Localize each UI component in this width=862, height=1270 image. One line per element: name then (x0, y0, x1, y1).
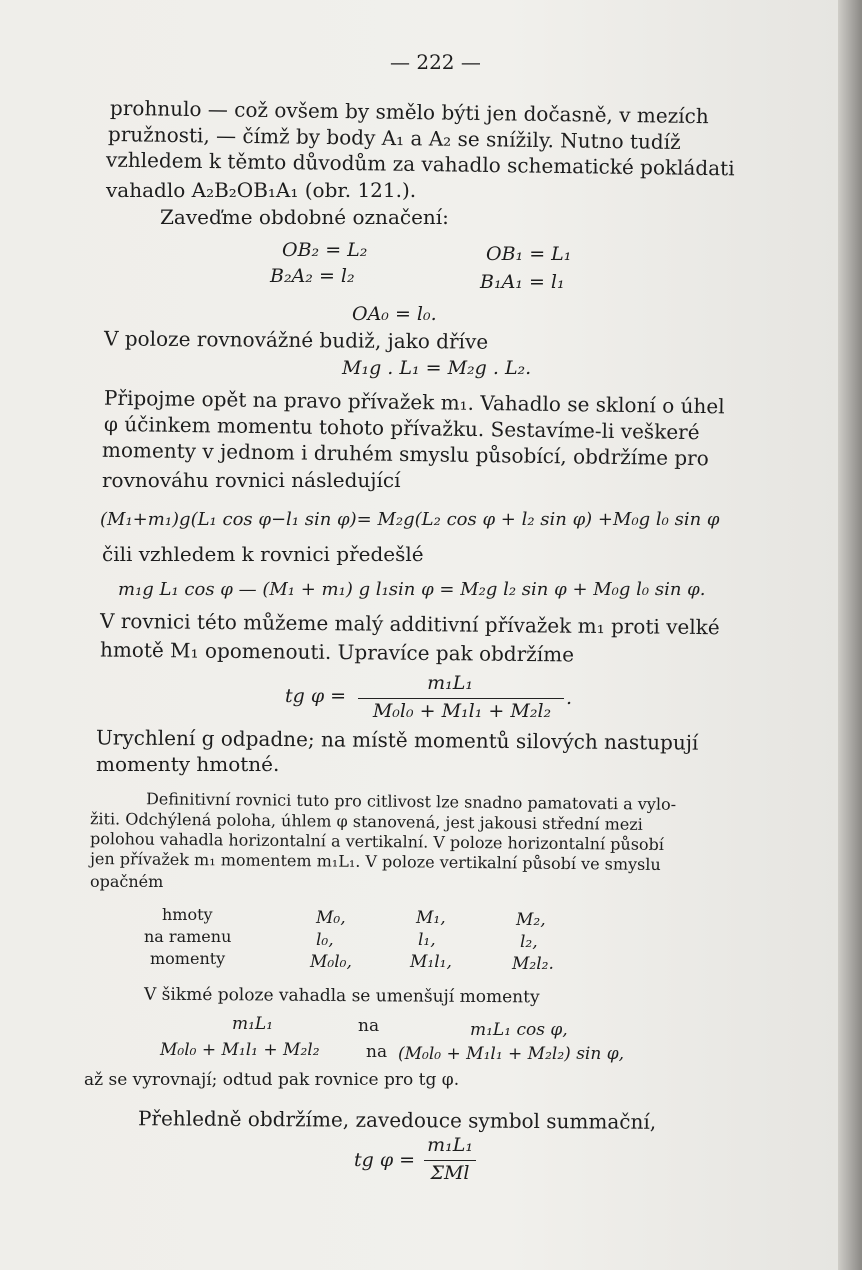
oblique-r2-mid: na (366, 1042, 388, 1062)
page-edge-shadow (838, 0, 862, 1270)
para2-line-1: Připojme opět na pravo přívažek m₁. Vahadlo se skloní o úhel (103, 385, 725, 419)
table-c2-r1: M₁, (416, 908, 446, 928)
reduced-equation: m₁g L₁ cos φ — (M₁ + m₁) g l₁sin φ = M₂g l₂ sin φ + M₀g l₀ sin φ. (118, 579, 706, 600)
oblique-r2-right: (M₀l₀ + M₁l₁ + M₂l₂) sin φ, (398, 1044, 625, 1064)
para3-line-2: hmotě M₁ opomenouti. Upravíce pak obdržíme (99, 637, 575, 667)
para2-line-4: rovnováhu rovnici následující (102, 468, 401, 492)
oblique-r1-right: m₁L₁ cos φ, (470, 1020, 568, 1040)
table-c2-r3: M₁l₁, (410, 952, 452, 972)
body-line-4: vahadlo A₂B₂OB₁A₁ (obr. 121.). (106, 178, 417, 202)
small-line-5: opačném (90, 872, 164, 891)
para2-line-2: φ účinkem momentu tohoto přívažku. Sestavíme-li veškeré (103, 411, 700, 445)
body-line-2: pružnosti, — čímž by body A₁ a A₂ se snížily. Nutno tudíž (107, 122, 681, 154)
until-line: až se vyrovnají; odtud pak rovnice pro tg φ. (84, 1070, 460, 1090)
tan-fraction-bar (358, 698, 564, 699)
table-c1-r1: M₀, (316, 908, 346, 928)
table-label-moments: momenty (150, 949, 226, 968)
table-c3-r2: l₂, (520, 932, 538, 952)
para4-line-1: Urychlení g odpadne; na místě momentů silových nastupují (95, 725, 699, 755)
def-b1a1: B₁A₁ = l₁ (480, 271, 565, 293)
table-c2-r2: l₁, (418, 930, 436, 950)
table-c3-r3: M₂l₂. (512, 954, 554, 974)
oblique-r1-left: m₁L₁ (232, 1014, 274, 1034)
summary-line: Přehledně obdržíme, zavedouce symbol summační, (137, 1106, 657, 1134)
tan-end: . (566, 687, 573, 709)
small-line-3: polohou vahadla horizontalní a vertikalní. V poloze horizontalní působí (89, 828, 665, 855)
small-line-4: jen přívažek m₁ momentem m₁L₁. V poloze vertikalní působí ve smyslu (89, 849, 661, 874)
oblique-r2-left: M₀l₀ + M₁l₁ + M₂l₂ (160, 1040, 320, 1060)
table-c1-r3: M₀l₀, (310, 952, 352, 972)
table-c1-r2: l₀, (316, 930, 334, 950)
previous-line: čili vzhledem k rovnici předešlé (102, 542, 424, 566)
para3-line-1: V rovnici této můžeme malý additivní přívažek m₁ proti velké (99, 608, 720, 640)
def-oa0: OA₀ = l₀. (352, 303, 437, 325)
oblique-line: V šikmé poloze vahadla se umenšují momenty (143, 984, 540, 1008)
small-line-1: Definitivní rovnici tuto pro citlivost lze snadno pamatovati a vylo- (145, 789, 677, 814)
final-numerator: m₁L₁ (427, 1134, 473, 1156)
tan-denominator: M₀l₀ + M₁l₁ + M₂l₂ (372, 700, 552, 722)
table-label-arm: na ramenu (144, 927, 232, 946)
small-line-2: žiti. Odchýlená poloha, úhlem φ stanovená, jest jakousi střední mezi (89, 809, 643, 834)
final-fraction-bar (424, 1160, 476, 1161)
para2-line-3: momenty v jednom i druhém smyslu působící, obdržíme pro (101, 437, 709, 471)
final-lhs: tg φ = (354, 1149, 416, 1171)
tan-numerator: m₁L₁ (427, 672, 473, 694)
def-b2a2: B₂A₂ = l₂ (270, 265, 355, 287)
table-label-masses: hmoty (162, 905, 213, 924)
final-denominator: ΣMl (430, 1162, 470, 1184)
tan-lhs: tg φ = (285, 685, 347, 707)
para4-line-2: momenty hmotné. (96, 752, 280, 776)
body-line-1: prohnulo — což ovšem by smělo býti jen dočasně, v mezích (109, 95, 709, 129)
equilibrium-equation: M₁g . L₁ = M₂g . L₂. (342, 357, 532, 379)
page-number: — 222 — (390, 50, 481, 74)
table-c3-r1: M₂, (516, 910, 546, 930)
main-equation: (M₁+m₁)g(L₁ cos φ−l₁ sin φ)= M₂g(L₂ cos φ + l₂ sin φ) +M₀g l₀ sin φ (100, 509, 720, 530)
equilibrium-line: V poloze rovnovážné budiž, jako dříve (103, 326, 489, 354)
body-line-3: vzhledem k těmto důvodům za vahadlo schematické pokládati (105, 147, 735, 181)
def-ob1: OB₁ = L₁ (486, 243, 572, 265)
def-ob2: OB₂ = L₂ (282, 239, 368, 261)
body-line-5: Zaveďme obdobné označení: (160, 205, 449, 229)
oblique-r1-mid: na (358, 1016, 380, 1036)
